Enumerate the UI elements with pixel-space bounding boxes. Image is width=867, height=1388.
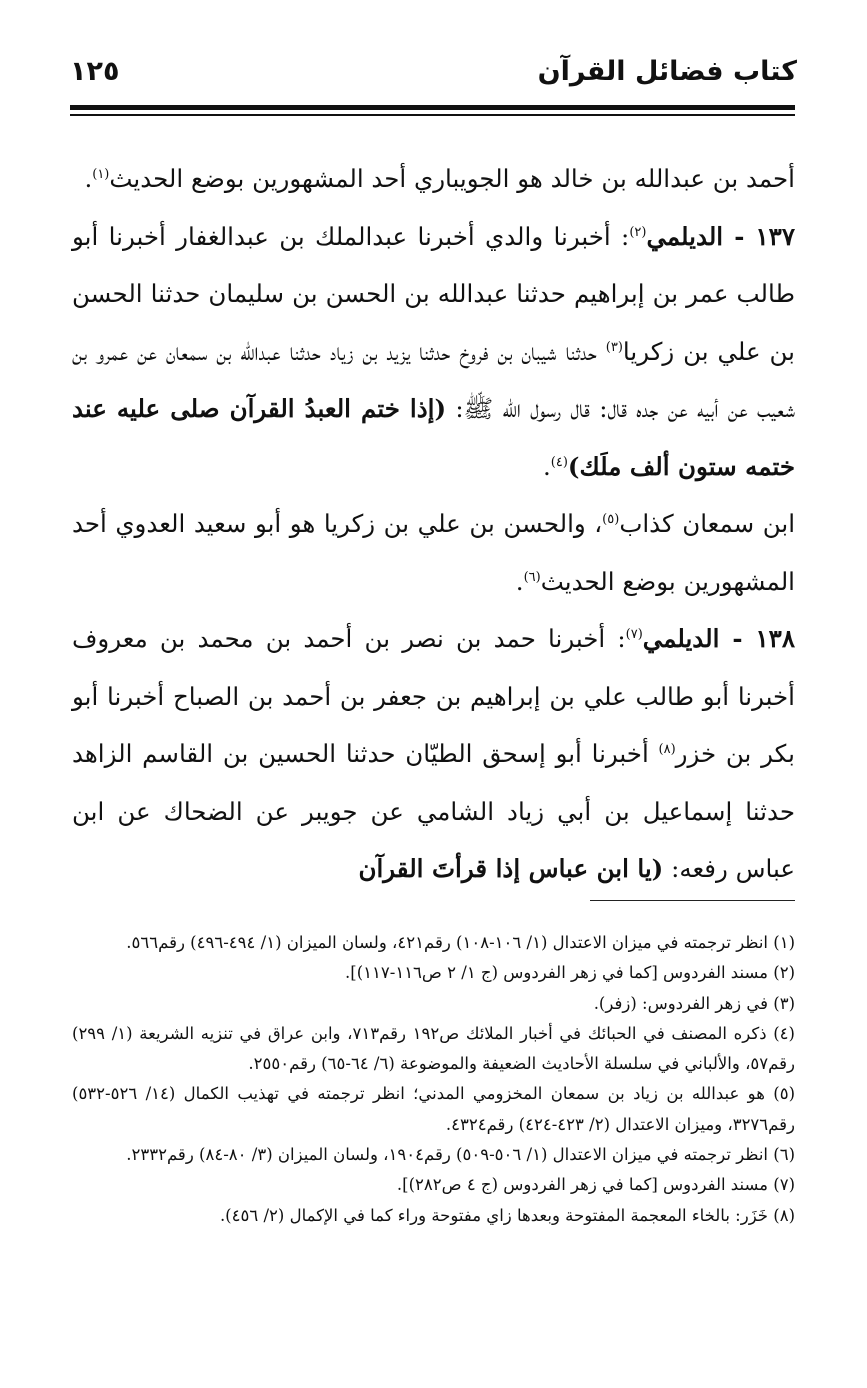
main-text	[72, 150, 795, 898]
isnad-text: : أخبرنا والدي أخبرنا عبدالملك بن عبدالغفار أخبرنا أبو طالب عمر بن إبراهيم حدثنا عبدالله بن الحسن بن سليمان حدثنا الحسن بن علي بن زكريا	[72, 221, 795, 366]
hadith-137	[72, 208, 795, 496]
footnote-6: (٦) انظر ترجمته في ميزان الاعتدال (١/ ٥٠٦-٥٠٩) رقم١٩٠٤، ولسان الميزان (٣/ ٨٠-٨٤) رقم٢٣٣٢.	[126, 1145, 795, 1165]
paragraph-commentary	[72, 495, 795, 610]
footnote-7: (٧) مسند الفردوس [كما في زهر الفردوس (ج ٤ ص٢٨٢)].	[396, 1175, 795, 1195]
footnote-separator	[590, 900, 795, 901]
hadith-quote: (يا ابن عباس إذا قرأتَ القرآن	[358, 854, 664, 883]
footnote-1: (١) انظر ترجمته في ميزان الاعتدال (١/ ١٠٦-١٠٨) رقم٤٢١، ولسان الميزان (١/ ٤٩٤-٤٩٦) رقم٥٦٦.	[126, 933, 795, 952]
hadith-138	[72, 610, 795, 898]
page-header	[70, 52, 797, 102]
source-name: الديلمي	[642, 624, 720, 653]
hadith-number: ١٣٨ -	[719, 624, 795, 653]
footnote-8: (٨) خَزَر: بالخاء المعجمة المفتوحة وبعدها زاي مفتوحة وراء كما في الإكمال (٢/ ٤٥٦).	[219, 1205, 795, 1225]
footnotes	[72, 928, 795, 1231]
punctuation: .	[84, 164, 93, 193]
isnad-text: حدثنا شيبان بن فروخ حدثنا يزيد بن زياد حدثنا عبدالله بن سمعان عن عمرو بن شعيب عن أبيه عن جده قال: قال رسول الله ﷺ:	[72, 336, 795, 423]
footnote-marker: (٢)	[629, 224, 647, 240]
paragraph-1	[72, 150, 795, 208]
footnote-4: (٤) ذكره المصنف في الحبائك في أخبار الملائك ص١٩٢ رقم٧١٣، وابن عراق في تنزيه الشريعة (١/ ٢٩٩) رقم٥٧، والألباني في سلسلة الأحاديث الضعيفة والموضوعة (٦/ ٦٤-٦٥) رقم٢٥٥٠.	[72, 1023, 795, 1074]
isnad-text: أخبرنا أبو إسحق الطيّان حدثنا الحسين بن القاسم الزاهد حدثنا إسماعيل بن أبي زياد الشامي عن جويبر عن الضحاك عن ابن عباس رفعه:	[72, 739, 795, 883]
punctuation: .	[515, 566, 524, 596]
footnote-marker: (٤)	[550, 454, 568, 470]
paragraph-text: أحمد بن عبدالله بن خالد هو الجويباري أحد المشهورين بوضع الحديث	[109, 164, 795, 193]
footnote-5: (٥) هو عبدالله بن زياد بن سمعان المخزومي المدني؛ انظر ترجمته في تهذيب الكمال (١٤/ ٥٢٦-٥٣٢) رقم٣٢٧٦، وميزان الاعتدال (٢/ ٤٢٣-٤٢٤) رقم٤٣٢٤.	[72, 1084, 796, 1134]
commentary-text: ، والحسن بن علي بن زكريا هو أبو سعيد العدوي أحد المشهورين بوضع الحديث	[72, 509, 795, 596]
header-rule-thin	[70, 114, 795, 116]
hadith-quote: (إذا ختم العبدُ القرآن صلى عليه عند ختمه ستون ألف ملَك)	[72, 394, 795, 481]
isnad-text: : أخبرنا حمد بن نصر بن أحمد بن محمد بن معروف أخبرنا أبو طالب علي بن إبراهيم بن جعفر بن أحمد بن الصباح أخبرنا أبو بكر بن خزر	[72, 624, 795, 768]
punctuation: .	[542, 451, 551, 481]
page-number: ١٢٥	[70, 56, 120, 87]
footnote-2: (٢) مسند الفردوس [كما في زهر الفردوس (ج ١/ ٢ ص١١٦-١١٧)].	[345, 963, 795, 983]
footnote-marker: (٣)	[605, 339, 623, 355]
footnote-3: (٣) في زهر الفردوس: (زفر).	[593, 993, 795, 1013]
commentary-text: ابن سمعان كذاب	[619, 509, 795, 538]
footnote-marker: (٨)	[658, 741, 676, 757]
footnote-marker: (٦)	[523, 569, 541, 585]
footnote-marker: (٧)	[625, 626, 643, 642]
hadith-number: ١٣٧ -	[723, 221, 795, 251]
header-rule-thick	[70, 105, 795, 110]
footnote-marker: (١)	[92, 166, 110, 182]
source-name: الديلمي	[646, 221, 724, 251]
book-title: كتاب فضائل القرآن	[537, 56, 797, 87]
footnote-marker: (٥)	[602, 511, 620, 527]
